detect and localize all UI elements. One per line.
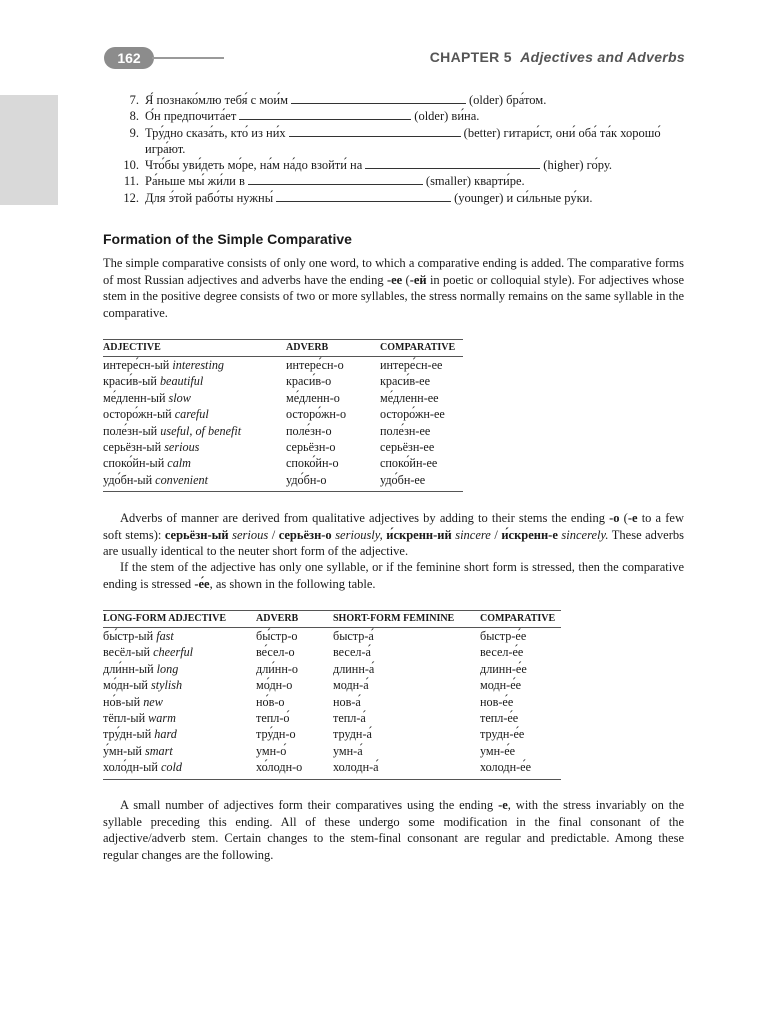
short-form-cell: холодн-а́ xyxy=(333,759,480,779)
adjective-cell xyxy=(103,743,256,759)
adjective-cell xyxy=(103,726,256,742)
adjective-cell xyxy=(103,677,256,693)
adjective-gloss: new xyxy=(143,694,163,709)
adjective-gloss: cold xyxy=(160,760,182,775)
adjective-form: краси́в-ый xyxy=(103,374,157,389)
adjective-form: мо́дн-ый xyxy=(103,678,148,693)
answer-blank[interactable] xyxy=(239,109,411,120)
exercise-item xyxy=(117,108,687,124)
adverb-cell: удо́бн-о xyxy=(286,472,380,492)
exercise-text: Я́ познако́млю тебя́ с мои́м xyxy=(145,93,289,107)
adjective-form: дли́нн-ый xyxy=(103,661,154,676)
adverb-cell: хо́лодн-о xyxy=(256,759,333,779)
exercise-list xyxy=(117,92,687,206)
adjective-gloss: slow xyxy=(168,390,191,405)
answer-blank[interactable] xyxy=(365,158,540,169)
adjective-gloss: beautiful xyxy=(159,374,204,389)
table-row xyxy=(103,439,463,455)
table-row xyxy=(103,406,463,422)
column-header: COMPARATIVE xyxy=(380,340,463,357)
adjective-cell xyxy=(103,644,256,660)
adjective-cell xyxy=(103,390,286,406)
comparative-cell: споко́йн-ее xyxy=(380,456,438,471)
comparative-cell: модн-е́е xyxy=(480,678,522,693)
adjective-gloss: careful xyxy=(174,407,209,422)
adverb-cell: бы́стр-о xyxy=(256,629,298,643)
chapter-label: CHAPTER 5 xyxy=(429,49,512,65)
exercise-item xyxy=(117,125,687,158)
table-row xyxy=(103,423,463,439)
short-form-cell: весел-а́ xyxy=(333,645,371,660)
adjective-form: поле́зн-ый xyxy=(103,423,158,438)
table-header-row xyxy=(103,611,561,628)
adjective-gloss: interesting xyxy=(172,358,225,372)
header-rule xyxy=(152,57,224,59)
comparative-cell: удо́бн-ее xyxy=(380,472,463,492)
exercise-number: 11. xyxy=(123,174,139,189)
table-row xyxy=(103,628,561,645)
adjective-cell xyxy=(103,759,256,779)
adjective-form: ме́дленн-ый xyxy=(103,390,166,405)
stressed-comparative-table xyxy=(103,610,561,780)
exercise-text: Ра́ньше мы́ жи́ли в xyxy=(145,174,245,189)
adjective-form: у́мн-ый xyxy=(103,743,142,758)
adverb-cell: мо́дн-о xyxy=(256,678,293,693)
short-form-cell: нов-а́ xyxy=(333,694,361,709)
column-header: ADVERB xyxy=(256,611,333,628)
exercise-text: (higher) го́ру. xyxy=(543,158,612,173)
adverb-cell: ве́сел-о xyxy=(256,645,295,660)
adjective-gloss: smart xyxy=(144,743,173,758)
exercise-number: 7. xyxy=(129,93,139,107)
adjective-cell xyxy=(103,439,286,455)
exercise-item xyxy=(117,190,687,206)
exercise-item xyxy=(117,157,687,173)
table-row xyxy=(103,661,561,677)
closing-paragraph: A small number of adjectives form their comparatives using the ending -e, with the stress invariably on the syllable preceding this ending. All of these undergo some modification in the final consonant of the adjective/adverb stem. Certain changes to the stem-final consonant are regular and predictable. Among these regular changes are the following. xyxy=(103,798,684,862)
column-header: ADVERB xyxy=(286,340,380,357)
exercise-number: 12. xyxy=(123,190,139,205)
adjective-gloss: cheerful xyxy=(153,645,194,660)
stress-paragraph: If the stem of the adjective has only one syllable, or if the feminine short form is stressed, then the comparative ending is stressed -е́е, as shown in the following table. xyxy=(103,560,684,591)
adjective-form: осторо́жн-ый xyxy=(103,407,172,422)
adverb-cell: тру́дн-о xyxy=(256,727,296,742)
table-row xyxy=(103,759,561,779)
adverb-cell: интере́сн-о xyxy=(286,358,344,372)
exercise-text: (older) бра́том. xyxy=(469,93,547,107)
table-row xyxy=(103,357,463,374)
adjective-form: удо́бн-ый xyxy=(103,472,153,487)
table-row xyxy=(103,677,561,693)
short-form-cell: тепл-а́ xyxy=(333,711,366,726)
adverb-cell: умн-о́ xyxy=(256,743,287,758)
comparative-cell: нов-е́е xyxy=(480,694,514,709)
comparative-cell: весел-е́е xyxy=(480,645,524,660)
exercise-text: Для э́той рабо́ты нужны́ xyxy=(145,190,274,205)
exercise-text: (younger) и си́льные ру́ки. xyxy=(454,190,593,205)
adjective-cell xyxy=(103,455,286,471)
adjective-cell xyxy=(103,472,286,492)
exercise-text: Тру́дно сказа́ть, кто́ из ни́х xyxy=(145,125,286,140)
table-row xyxy=(103,390,463,406)
adverbs-paragraph: Adverbs of manner are derived from qualitative adjectives by adding to their stems the ending -o (-e to a few soft stems): серьёзн-ый serious / серьёзн-о seriously, и́скренн-ий sincere / и́скренн-е sincerely. These adverbs are usually identical to the neuter short form of the adjective. xyxy=(103,511,684,558)
comparative-cell: быстр-е́е xyxy=(480,629,527,643)
comparative-cell: холодн-е́е xyxy=(480,759,561,779)
table-row xyxy=(103,644,561,660)
adjective-cell xyxy=(103,628,256,645)
adjective-gloss: warm xyxy=(148,711,176,726)
exercise-text: (smaller) кварти́ре. xyxy=(425,174,525,189)
table-header-row xyxy=(103,340,463,357)
comparative-cell: умн-е́е xyxy=(480,743,516,758)
adjective-form: но́в-ый xyxy=(103,694,141,709)
answer-blank[interactable] xyxy=(276,191,451,202)
page-number: 162 xyxy=(104,47,154,69)
chapter-title: Adjectives and Adverbs xyxy=(520,49,685,65)
adjective-gloss: long xyxy=(156,661,179,676)
answer-blank[interactable] xyxy=(248,174,423,185)
column-header: SHORT-FORM FEMININE xyxy=(333,611,480,628)
short-form-cell: длинн-а́ xyxy=(333,661,375,676)
exercise-text: (older) ви́на. xyxy=(414,109,480,124)
column-header: LONG-FORM ADJECTIVE xyxy=(103,611,256,628)
column-header: COMPARATIVE xyxy=(480,611,561,628)
short-form-cell: трудн-а́ xyxy=(333,727,372,742)
adverb-cell: поле́зн-о xyxy=(286,423,332,438)
comparative-cell: краси́в-ее xyxy=(380,374,430,389)
exercise-number: 10. xyxy=(123,158,139,173)
adjective-form: бы́стр-ый xyxy=(103,629,154,643)
table-row xyxy=(103,694,561,710)
adjective-gloss: hard xyxy=(154,727,177,742)
adjective-form: тёпл-ый xyxy=(103,711,146,726)
comparative-table xyxy=(103,339,463,492)
answer-blank[interactable] xyxy=(291,93,466,104)
short-form-cell: быстр-а́ xyxy=(333,629,374,643)
comparative-cell: интере́сн-ее xyxy=(380,358,443,372)
adjective-cell xyxy=(103,373,286,389)
adjective-form: интере́сн-ый xyxy=(103,358,170,372)
section-heading: Formation of the Simple Comparative xyxy=(103,231,352,247)
side-tab xyxy=(0,95,58,205)
adjective-form: серьёзн-ый xyxy=(103,440,162,455)
adjective-cell xyxy=(103,357,286,374)
adverb-cell: серьёзн-о xyxy=(286,440,336,455)
adverb-cell: осторо́жн-о xyxy=(286,407,347,422)
adjective-gloss: calm xyxy=(167,456,191,471)
adverb-cell: краси́в-о xyxy=(286,374,332,389)
adjective-gloss: useful, of benefit xyxy=(160,423,242,438)
adjective-gloss: serious xyxy=(164,440,200,455)
comparative-cell: тепл-е́е xyxy=(480,711,519,726)
column-header: ADJECTIVE xyxy=(103,340,286,357)
adverb-cell: но́в-о xyxy=(256,694,285,709)
adjective-gloss: fast xyxy=(156,629,174,643)
answer-blank[interactable] xyxy=(289,126,461,137)
table-row xyxy=(103,472,463,492)
adjective-form: споко́йн-ый xyxy=(103,456,165,471)
adjective-gloss: stylish xyxy=(151,678,183,693)
table-row xyxy=(103,743,561,759)
comparative-cell: осторо́жн-ее xyxy=(380,407,445,422)
adjective-cell xyxy=(103,661,256,677)
table-row xyxy=(103,373,463,389)
short-form-cell: модн-а́ xyxy=(333,678,369,693)
exercise-text: Что́бы уви́деть мо́ре, на́м на́до взойти́ на xyxy=(145,158,363,173)
adverb-cell: дли́нн-о xyxy=(256,661,299,676)
exercise-item xyxy=(117,92,687,108)
adjective-cell xyxy=(103,710,256,726)
adjective-gloss: convenient xyxy=(155,472,208,487)
adjective-cell xyxy=(103,694,256,710)
adverb-cell: ме́дленн-о xyxy=(286,390,340,405)
comparative-cell: ме́дленн-ее xyxy=(380,390,439,405)
table-row xyxy=(103,726,561,742)
table-row xyxy=(103,455,463,471)
comparative-cell: трудн-е́е xyxy=(480,727,525,742)
adjective-cell xyxy=(103,423,286,439)
intro-paragraph: The simple comparative consists of only one word, to which a comparative ending is added. The comparative forms of most Russian adjectives and adverbs have the ending -ee (-ей in poetic or colloquial style). For adjectives whose stem in the positive degree consists of two or more syllables, the stress normally remains on the same syllable in the comparative. xyxy=(103,256,684,320)
exercise-text: (better) гитари́ст, они́ оба́ та́к хорошо́ игра́ют. xyxy=(145,125,661,156)
table-row xyxy=(103,710,561,726)
exercise-number: 9. xyxy=(129,125,139,140)
comparative-cell: серьёзн-ее xyxy=(380,440,435,455)
adverb-cell: тепл-о́ xyxy=(256,711,290,726)
comparative-cell: поле́зн-ее xyxy=(380,423,431,438)
adjective-cell xyxy=(103,406,286,422)
exercise-text: О́н предпочита́ет xyxy=(145,109,237,124)
short-form-cell: умн-а́ xyxy=(333,743,363,758)
comparative-cell: длинн-е́е xyxy=(480,661,527,676)
running-head xyxy=(430,49,685,65)
exercise-item xyxy=(117,173,687,189)
exercise-number: 8. xyxy=(129,109,139,124)
adverb-cell: споко́йн-о xyxy=(286,456,339,471)
adjective-form: тру́дн-ый xyxy=(103,727,152,742)
adjective-form: холо́дн-ый xyxy=(103,760,158,775)
adjective-form: весёл-ый xyxy=(103,645,151,660)
